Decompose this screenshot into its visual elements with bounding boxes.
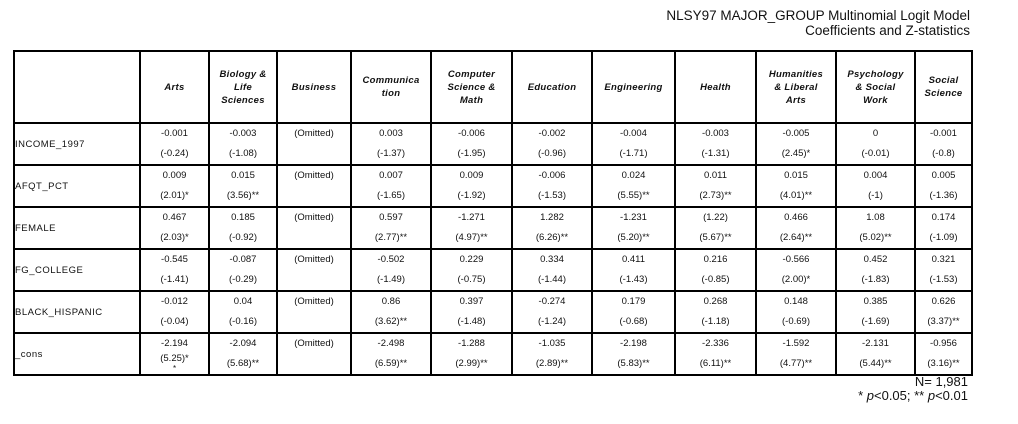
- result-cell: [675, 165, 756, 207]
- result-cell: [592, 333, 675, 375]
- coefficient: (Omitted): [294, 128, 334, 139]
- column-header-line: Business: [291, 81, 337, 93]
- z-statistic: [278, 270, 350, 290]
- z-statistic: (-1.53): [538, 190, 566, 201]
- coefficient: 0.467: [162, 212, 187, 223]
- result-cell: [915, 333, 972, 375]
- result-cell: [431, 333, 512, 375]
- table-footer: [858, 375, 968, 403]
- z-statistic: (-0.24): [160, 148, 189, 159]
- coefficient: 0.334: [540, 254, 564, 265]
- z-statistic: (-1.31): [701, 148, 730, 159]
- table-row: [14, 249, 972, 291]
- result-cell: [140, 207, 209, 249]
- results-table: [13, 50, 973, 376]
- result-cell: [351, 249, 431, 291]
- z-statistic: (-1): [868, 190, 883, 201]
- coefficient: 0.626: [931, 296, 956, 307]
- column-header-line: Communica: [362, 75, 420, 86]
- result-cell: [277, 165, 351, 207]
- result-cell: [277, 207, 351, 249]
- z-statistic: (3.37)**: [927, 316, 960, 327]
- coefficient: 0: [872, 128, 879, 139]
- column-header-communication: [351, 51, 431, 123]
- table-row: [14, 165, 972, 207]
- z-statistic: (-1.43): [619, 274, 648, 285]
- coefficient: (Omitted): [294, 296, 334, 307]
- coefficient: (Omitted): [294, 170, 334, 181]
- column-header-line: Education: [527, 81, 577, 93]
- z-statistic: (-1.92): [457, 190, 486, 201]
- coefficient: -1.231: [620, 212, 647, 223]
- z-statistic: (5.02)**: [859, 232, 892, 243]
- coefficient: -0.005: [782, 128, 810, 139]
- result-cell: [836, 291, 915, 333]
- result-cell: [277, 123, 351, 165]
- coefficient: 0.397: [459, 296, 484, 307]
- result-cell: [512, 123, 592, 165]
- coefficient: -0.004: [620, 128, 647, 139]
- result-cell: [351, 207, 431, 249]
- z-statistic: (5.55)**: [617, 190, 650, 201]
- z-statistic: (-1.69): [861, 316, 890, 327]
- z-statistic: (4.97)**: [455, 232, 488, 243]
- result-cell: [431, 249, 512, 291]
- coefficient: 0.009: [162, 170, 187, 181]
- z-statistic: (-0.04): [160, 316, 189, 327]
- result-cell: [351, 165, 431, 207]
- result-cell: [915, 123, 972, 165]
- coefficient: -0.274: [538, 296, 566, 307]
- table-row: [14, 333, 972, 375]
- coefficient: 0.009: [459, 170, 484, 181]
- result-cell: [836, 165, 915, 207]
- z-statistic: [278, 354, 350, 374]
- title-line-2: Coefficients and Z-statistics: [805, 23, 970, 38]
- coefficient: 0.86: [381, 296, 401, 307]
- z-statistic: (-1.09): [929, 232, 958, 243]
- column-header-education: [512, 51, 592, 123]
- z-statistic: (5.44)**: [859, 358, 892, 369]
- coefficient: 1.282: [540, 212, 564, 223]
- z-statistic: (-1.36): [929, 190, 958, 201]
- z-statistic: (-0.85): [701, 274, 730, 285]
- z-statistic: (2.89)**: [535, 358, 569, 369]
- coefficient: -0.001: [930, 128, 957, 139]
- result-cell: [836, 333, 915, 375]
- column-header-business: [277, 51, 351, 123]
- z-statistic: (4.01)**: [779, 190, 813, 201]
- column-header-engineering: [592, 51, 675, 123]
- result-cell: [431, 291, 512, 333]
- result-cell: [209, 291, 277, 333]
- coefficient: -1.592: [782, 338, 810, 349]
- z-statistic: (-1.95): [457, 148, 486, 159]
- z-statistic: (5.83)**: [617, 358, 650, 369]
- z-statistic: (5.20)**: [617, 232, 650, 243]
- coefficient: 0.466: [784, 212, 808, 223]
- coefficient: 0.04: [233, 296, 253, 307]
- extra-significance-star: *: [172, 364, 177, 373]
- column-header-humanities: [756, 51, 836, 123]
- z-statistic: (-1.48): [457, 316, 486, 327]
- column-header-line: & Social: [855, 81, 896, 93]
- result-cell: [836, 249, 915, 291]
- z-statistic: (3.16)**: [927, 358, 960, 369]
- result-cell: [915, 207, 972, 249]
- z-statistic: (-1.24): [538, 316, 566, 327]
- result-cell: [512, 249, 592, 291]
- result-cell: [431, 207, 512, 249]
- result-cell: [512, 291, 592, 333]
- result-cell: [915, 291, 972, 333]
- table-title: [666, 8, 970, 38]
- coefficient: 0.015: [784, 170, 808, 181]
- coefficient: 0.003: [379, 128, 403, 139]
- result-cell: [431, 123, 512, 165]
- z-statistic: (-0.96): [538, 148, 566, 159]
- result-cell: [512, 165, 592, 207]
- z-statistic: [278, 228, 350, 248]
- coefficient: -0.003: [229, 128, 257, 139]
- sample-size: N= 1,981: [914, 374, 968, 389]
- z-statistic: (5.25)*: [160, 353, 189, 364]
- z-statistic: (6.26)**: [535, 232, 569, 243]
- column-header-line: Math: [459, 94, 484, 106]
- column-header-line: Computer: [447, 68, 496, 80]
- result-cell: [756, 333, 836, 375]
- coefficient: (Omitted): [294, 338, 334, 349]
- result-cell: [756, 291, 836, 333]
- coefficient: -1.035: [538, 338, 566, 349]
- table-row: [14, 123, 972, 165]
- coefficient: (Omitted): [294, 254, 334, 265]
- coefficient: (1.22): [703, 212, 728, 223]
- result-cell: [592, 291, 675, 333]
- z-statistic: (-1.83): [861, 274, 890, 285]
- table-row: [14, 291, 972, 333]
- z-statistic: (-1.53): [929, 274, 958, 285]
- z-statistic: (-1.08): [229, 148, 257, 159]
- table-body: [14, 123, 972, 375]
- z-statistic: (2.01)*: [160, 190, 189, 201]
- coefficient: (Omitted): [294, 212, 334, 223]
- result-cell: [209, 207, 277, 249]
- coefficient: 1.08: [866, 212, 885, 223]
- column-header-computer-science: [431, 51, 512, 123]
- coefficient: -2.131: [862, 338, 889, 349]
- result-cell: [675, 291, 756, 333]
- z-statistic: (2.99)**: [455, 358, 488, 369]
- column-header-line: Work: [863, 94, 888, 106]
- z-statistic: (2.45)*: [781, 148, 811, 159]
- result-cell: [836, 123, 915, 165]
- column-header-social-science: [915, 51, 972, 123]
- result-cell: [140, 165, 209, 207]
- z-statistic: (6.11)**: [699, 358, 732, 369]
- coefficient: -2.194: [161, 338, 188, 349]
- column-header-line: Social: [928, 75, 959, 86]
- variable-name: AFQT_PCT: [14, 165, 140, 207]
- column-header-line: Science &: [447, 81, 496, 93]
- coefficient: -0.006: [458, 128, 485, 139]
- coefficient: 0.007: [379, 170, 403, 181]
- coefficient: -0.003: [702, 128, 729, 139]
- z-statistic: [278, 312, 350, 332]
- z-statistic: (-1.44): [538, 274, 566, 285]
- result-cell: [592, 165, 675, 207]
- result-cell: [756, 123, 836, 165]
- coefficient: 0.268: [703, 296, 728, 307]
- z-statistic: (-1.18): [701, 316, 730, 327]
- coefficient: 0.179: [621, 296, 646, 307]
- result-cell: [756, 165, 836, 207]
- z-statistic: (-0.01): [861, 148, 890, 159]
- result-cell: [675, 333, 756, 375]
- header-row: [14, 51, 972, 123]
- column-header-line: Science: [924, 88, 963, 99]
- result-cell: [351, 123, 431, 165]
- coefficient: 0.005: [931, 170, 956, 181]
- coefficient: -2.336: [702, 338, 729, 349]
- z-statistic: (-1.37): [377, 148, 405, 159]
- z-statistic: (-0.29): [229, 274, 257, 285]
- result-cell: [836, 207, 915, 249]
- coefficient: -0.566: [782, 254, 810, 265]
- column-header-psychology: [836, 51, 915, 123]
- z-statistic: [278, 144, 350, 164]
- result-cell: [592, 123, 675, 165]
- column-header-line: Life: [233, 81, 253, 93]
- z-statistic: (4.77)**: [779, 358, 813, 369]
- z-statistic: (2.73)**: [699, 190, 732, 201]
- result-cell: [209, 165, 277, 207]
- coefficient: 0.004: [863, 170, 888, 181]
- z-statistic: (2.77)**: [374, 232, 408, 243]
- result-cell: [140, 249, 209, 291]
- coefficient: -2.498: [377, 338, 405, 349]
- result-cell: [756, 207, 836, 249]
- header-corner: [14, 51, 140, 123]
- column-header-line: tion: [381, 88, 401, 99]
- column-header-line: Biology &: [219, 68, 267, 80]
- z-statistic: (-1.71): [619, 148, 648, 159]
- result-cell: [756, 249, 836, 291]
- column-header-biology: [209, 51, 277, 123]
- coefficient: -0.087: [229, 254, 257, 265]
- z-statistic: (-0.75): [457, 274, 486, 285]
- result-cell: [915, 249, 972, 291]
- result-cell: [140, 333, 209, 375]
- result-cell: [351, 333, 431, 375]
- coefficient: -0.545: [161, 254, 188, 265]
- z-statistic: (6.59)**: [374, 358, 408, 369]
- coefficient: 0.452: [863, 254, 888, 265]
- column-header-arts: [140, 51, 209, 123]
- coefficient: 0.597: [379, 212, 403, 223]
- result-cell: [592, 249, 675, 291]
- coefficient: 0.011: [703, 170, 728, 181]
- result-cell: [209, 333, 277, 375]
- result-cell: [351, 291, 431, 333]
- result-cell: [675, 249, 756, 291]
- z-statistic: (3.56)**: [226, 190, 260, 201]
- result-cell: [512, 207, 592, 249]
- column-header-line: Humanities: [768, 68, 824, 80]
- variable-name: BLACK_HISPANIC: [14, 291, 140, 333]
- column-header-line: Arts: [785, 94, 807, 106]
- coefficient: -0.001: [161, 128, 188, 139]
- result-cell: [140, 291, 209, 333]
- coefficient: -0.956: [930, 338, 957, 349]
- column-header-line: Arts: [164, 81, 185, 93]
- z-statistic: (-1.65): [377, 190, 405, 201]
- coefficient: 0.174: [931, 212, 956, 223]
- coefficient: 0.148: [784, 296, 808, 307]
- result-cell: [277, 249, 351, 291]
- coefficient: -0.002: [538, 128, 566, 139]
- coefficient: 0.015: [231, 170, 255, 181]
- z-statistic: (-0.8): [932, 148, 955, 159]
- coefficient: 0.185: [231, 212, 255, 223]
- result-cell: [675, 123, 756, 165]
- coefficient: 0.385: [863, 296, 888, 307]
- result-cell: [915, 165, 972, 207]
- result-cell: [431, 165, 512, 207]
- result-cell: [675, 207, 756, 249]
- z-statistic: (2.03)*: [160, 232, 189, 243]
- column-header-line: Sciences: [221, 94, 265, 106]
- title-line-1: NLSY97 MAJOR_GROUP Multinomial Logit Model: [666, 8, 970, 23]
- variable-name: FEMALE: [14, 207, 140, 249]
- column-header-health: [675, 51, 756, 123]
- result-cell: [209, 249, 277, 291]
- coefficient: -0.502: [377, 254, 405, 265]
- coefficient: -2.198: [620, 338, 647, 349]
- result-cell: [140, 123, 209, 165]
- table-row: [14, 207, 972, 249]
- z-statistic: (2.64)**: [779, 232, 813, 243]
- column-header-line: Engineering: [604, 81, 663, 93]
- z-statistic: (3.62)**: [374, 316, 408, 327]
- result-cell: [277, 291, 351, 333]
- coefficient: 0.024: [621, 170, 646, 181]
- result-cell: [512, 333, 592, 375]
- z-statistic: (-0.69): [782, 316, 810, 327]
- column-header-line: & Liberal: [774, 81, 818, 93]
- result-cell: [277, 333, 351, 375]
- variable-name: _cons: [14, 333, 140, 375]
- z-statistic: (-1.41): [160, 274, 189, 285]
- coefficient: -0.006: [538, 170, 566, 181]
- coefficient: -1.288: [458, 338, 485, 349]
- coefficient: 0.321: [931, 254, 956, 265]
- z-statistic: (-0.92): [229, 232, 257, 243]
- z-statistic: (-0.16): [229, 316, 257, 327]
- column-header-line: Health: [700, 81, 731, 93]
- z-statistic: (-1.49): [377, 274, 405, 285]
- column-header-line: Psychology: [847, 68, 904, 80]
- significance-note: * p<0.05; ** p<0.01: [858, 388, 968, 403]
- coefficient: 0.229: [459, 254, 484, 265]
- z-statistic: (5.68)**: [226, 358, 260, 369]
- result-cell: [592, 207, 675, 249]
- result-cell: [209, 123, 277, 165]
- coefficient: -2.094: [229, 338, 257, 349]
- variable-name: FG_COLLEGE: [14, 249, 140, 291]
- z-statistic: (5.67)**: [699, 232, 732, 243]
- z-statistic: (2.00)*: [781, 274, 811, 285]
- coefficient: -0.012: [161, 296, 188, 307]
- coefficient: 0.411: [621, 254, 646, 265]
- z-statistic: (-0.68): [619, 316, 648, 327]
- coefficient: -1.271: [458, 212, 485, 223]
- variable-name: INCOME_1997: [14, 123, 140, 165]
- coefficient: 0.216: [703, 254, 728, 265]
- z-statistic: [278, 186, 350, 206]
